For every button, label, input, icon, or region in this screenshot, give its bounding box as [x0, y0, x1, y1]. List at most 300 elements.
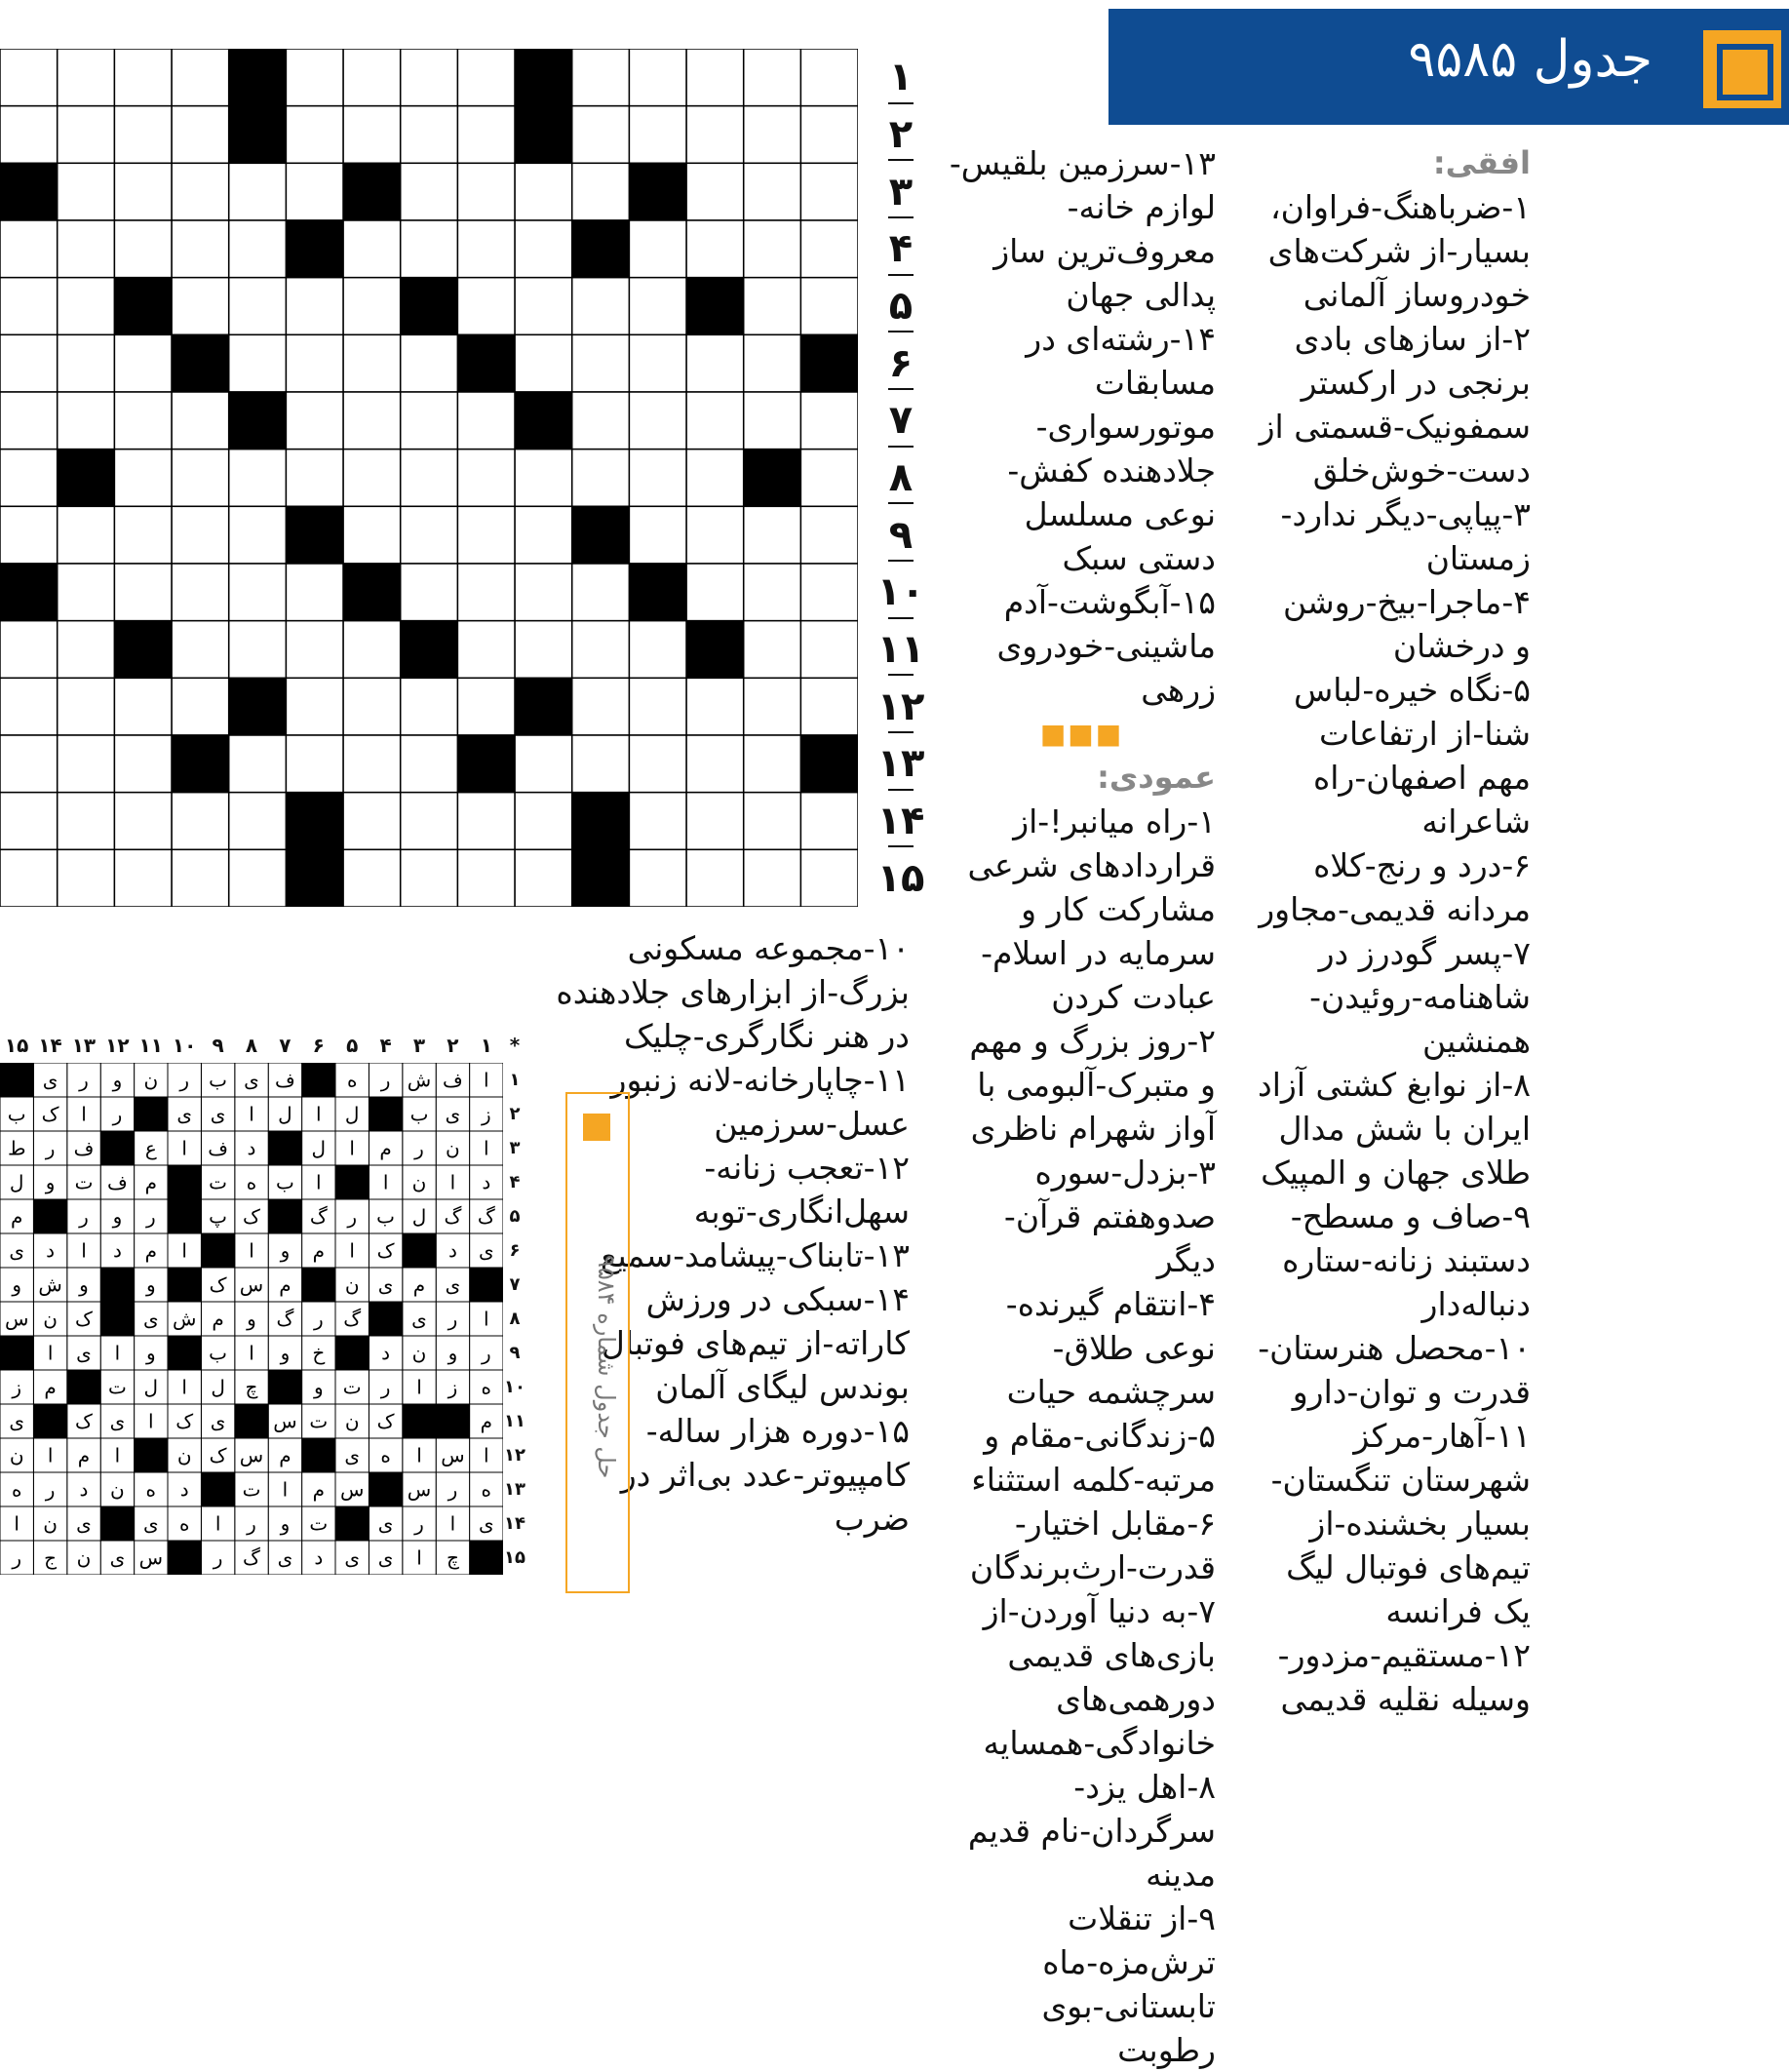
solution-letter: و [280, 1511, 291, 1536]
grid-cell[interactable] [744, 506, 801, 564]
grid-cell[interactable] [343, 334, 401, 392]
grid-cell[interactable] [172, 793, 229, 850]
grid-cell[interactable] [0, 678, 58, 735]
grid-cell[interactable] [286, 506, 343, 564]
grid-cell[interactable] [744, 278, 801, 335]
grid-cell[interactable] [114, 849, 172, 907]
solution-letter: و [280, 1238, 291, 1263]
grid-cell[interactable] [286, 163, 343, 220]
grid-cell[interactable] [0, 450, 58, 507]
grid-cell[interactable] [744, 450, 801, 507]
grid-cell[interactable] [572, 392, 630, 450]
solution-letter: ا [416, 1443, 422, 1467]
grid-cell[interactable] [686, 793, 744, 850]
grid-cell[interactable] [114, 735, 172, 793]
grid-cell[interactable] [457, 793, 515, 850]
grid-cell[interactable] [343, 106, 401, 164]
grid-cell[interactable] [286, 278, 343, 335]
row-number: ۴ [873, 220, 929, 278]
grid-cell[interactable] [744, 735, 801, 793]
solution-letter: ا [349, 1136, 355, 1160]
grid-cell[interactable] [172, 506, 229, 564]
solution-letter: د [247, 1136, 256, 1160]
solution-letter: ر [45, 1136, 56, 1160]
grid-cell[interactable] [114, 678, 172, 735]
grid-cell[interactable] [58, 506, 115, 564]
grid-cell[interactable] [58, 564, 115, 621]
grid-cell[interactable] [343, 735, 401, 793]
solution-letter: ی [210, 1102, 226, 1126]
grid-cell[interactable] [58, 163, 115, 220]
grid-cell[interactable] [0, 564, 58, 621]
grid-cell[interactable] [515, 506, 572, 564]
solution-letter: ن [43, 1511, 58, 1536]
grid-cell[interactable] [572, 49, 630, 106]
grid-cell[interactable] [515, 278, 572, 335]
grid-cell[interactable] [58, 621, 115, 679]
grid-cell[interactable] [172, 564, 229, 621]
grid-cell[interactable] [172, 49, 229, 106]
grid-cell[interactable] [629, 735, 686, 793]
solution-letter: ا [484, 1307, 489, 1331]
solution-letter: ن [143, 1068, 159, 1092]
grid-cell[interactable] [343, 621, 401, 679]
grid-cell[interactable] [686, 621, 744, 679]
grid-cell[interactable] [800, 49, 858, 106]
section-divider: ■■■ [1039, 718, 1124, 750]
grid-cell[interactable] [401, 735, 458, 793]
grid-cell[interactable] [58, 849, 115, 907]
grid-cell[interactable] [800, 735, 858, 793]
grid-cell[interactable] [114, 793, 172, 850]
grid-cell[interactable] [572, 678, 630, 735]
grid-cell[interactable] [629, 49, 686, 106]
grid-cell[interactable] [515, 163, 572, 220]
grid-cell[interactable] [629, 793, 686, 850]
solution-letter: د [46, 1238, 56, 1263]
grid-cell[interactable] [343, 220, 401, 278]
grid-cell[interactable] [401, 49, 458, 106]
grid-cell[interactable] [58, 450, 115, 507]
grid-cell[interactable] [686, 735, 744, 793]
grid-cell[interactable] [686, 506, 744, 564]
grid-cell[interactable] [229, 450, 287, 507]
grid-cell[interactable] [629, 564, 686, 621]
solution-cell [33, 1404, 66, 1438]
grid-cell[interactable] [800, 278, 858, 335]
grid-cell[interactable] [401, 849, 458, 907]
grid-cell[interactable] [114, 564, 172, 621]
solution-letter: ر [145, 1204, 156, 1229]
grid-cell[interactable] [286, 621, 343, 679]
solution-letter: ی [176, 1102, 193, 1126]
grid-cell[interactable] [229, 334, 287, 392]
grid-cell[interactable] [457, 621, 515, 679]
grid-cell[interactable] [172, 678, 229, 735]
clue: ۱۰-مجموعه مسکونی بزرگ-از ابزارهای جلادهنده در هنر نگارگری-چلیک [556, 929, 910, 1055]
grid-cell[interactable] [286, 735, 343, 793]
grid-cell[interactable] [58, 278, 115, 335]
grid-cell[interactable] [58, 220, 115, 278]
grid-cell[interactable] [457, 220, 515, 278]
grid-cell[interactable] [515, 106, 572, 164]
grid-cell[interactable] [457, 564, 515, 621]
grid-cell[interactable] [800, 106, 858, 164]
grid-cell[interactable] [0, 278, 58, 335]
grid-cell[interactable] [0, 163, 58, 220]
solution-row-numbers [503, 1063, 526, 1575]
grid-cell[interactable] [457, 392, 515, 450]
grid-cell[interactable] [343, 678, 401, 735]
solution-letter: ی [377, 1272, 394, 1297]
grid-cell[interactable] [0, 506, 58, 564]
grid-cell[interactable] [800, 564, 858, 621]
grid-cell[interactable] [172, 849, 229, 907]
grid-cell[interactable] [229, 49, 287, 106]
grid-cell[interactable] [0, 49, 58, 106]
grid-cell[interactable] [286, 849, 343, 907]
grid-cell[interactable] [286, 564, 343, 621]
grid-cell[interactable] [114, 450, 172, 507]
grid-cell[interactable] [800, 621, 858, 679]
grid-cell[interactable] [229, 621, 287, 679]
grid-cell[interactable] [58, 392, 115, 450]
grid-cell[interactable] [343, 849, 401, 907]
grid-cell[interactable] [172, 163, 229, 220]
grid-cell[interactable] [686, 392, 744, 450]
grid-cell[interactable] [286, 678, 343, 735]
grid-cell[interactable] [58, 793, 115, 850]
grid-cell[interactable] [114, 621, 172, 679]
grid-cell[interactable] [229, 678, 287, 735]
grid-cell[interactable] [114, 220, 172, 278]
grid-cell[interactable] [343, 564, 401, 621]
grid-cell[interactable] [572, 793, 630, 850]
grid-cell[interactable] [401, 163, 458, 220]
grid-cell[interactable] [286, 49, 343, 106]
grid-cell[interactable] [457, 450, 515, 507]
grid-cell[interactable] [800, 220, 858, 278]
grid-cell[interactable] [457, 735, 515, 793]
grid-cell[interactable] [629, 506, 686, 564]
solution-letter: گ [477, 1204, 495, 1229]
grid-cell[interactable] [572, 106, 630, 164]
grid-cell[interactable] [114, 106, 172, 164]
solution-letter: د [381, 1341, 391, 1365]
solution-row-number: ۶ [509, 1240, 521, 1261]
grid-cell[interactable] [686, 678, 744, 735]
grid-cell[interactable] [401, 678, 458, 735]
grid-cell[interactable] [229, 735, 287, 793]
clue: ۱۲-تعجب زنانه-سهل‌انگاری-توبه [693, 1149, 910, 1231]
grid-cell[interactable] [114, 392, 172, 450]
grid-cell[interactable] [629, 849, 686, 907]
grid-cell[interactable] [172, 278, 229, 335]
grid-cell[interactable] [515, 220, 572, 278]
grid-cell[interactable] [629, 334, 686, 392]
grid-cell[interactable] [800, 506, 858, 564]
grid-cell[interactable] [800, 793, 858, 850]
grid-cell[interactable] [629, 392, 686, 450]
solution-letter: ا [484, 1068, 489, 1092]
grid-cell[interactable] [58, 735, 115, 793]
grid-cell[interactable] [343, 506, 401, 564]
grid-cell[interactable] [286, 793, 343, 850]
grid-cell[interactable] [114, 506, 172, 564]
grid-cell[interactable] [744, 849, 801, 907]
grid-cell[interactable] [172, 450, 229, 507]
grid-cell[interactable] [0, 334, 58, 392]
solution-letter: ه [380, 1443, 391, 1467]
grid-cell[interactable] [457, 278, 515, 335]
grid-cell[interactable] [172, 220, 229, 278]
grid-cell[interactable] [343, 163, 401, 220]
solution-letter: ب [209, 1068, 228, 1092]
row-number: ۱۵ [876, 855, 925, 901]
grid-cell[interactable] [686, 334, 744, 392]
grid-cell[interactable] [58, 678, 115, 735]
grid-cell[interactable] [515, 564, 572, 621]
grid-cell[interactable] [286, 106, 343, 164]
grid-cell[interactable] [686, 450, 744, 507]
grid-cell[interactable] [172, 735, 229, 793]
grid-cell[interactable] [572, 163, 630, 220]
solution-letter: ی [109, 1545, 126, 1570]
grid-cell[interactable] [229, 220, 287, 278]
solution-letter: د [482, 1170, 491, 1194]
grid-cell[interactable] [114, 49, 172, 106]
grid-cell[interactable] [229, 163, 287, 220]
grid-cell[interactable] [172, 106, 229, 164]
grid-cell[interactable] [629, 106, 686, 164]
solution-letter: ه [11, 1477, 22, 1502]
grid-cell[interactable] [229, 793, 287, 850]
grid-cell[interactable] [401, 506, 458, 564]
grid-cell[interactable] [515, 849, 572, 907]
grid-cell[interactable] [686, 220, 744, 278]
grid-cell[interactable] [401, 220, 458, 278]
grid-cell[interactable] [114, 163, 172, 220]
grid-cell[interactable] [0, 621, 58, 679]
solution-letter: و [112, 1204, 123, 1229]
solution-letter: ل [278, 1102, 292, 1126]
row-number: ۲ [873, 106, 929, 164]
grid-cell[interactable] [401, 278, 458, 335]
grid-cell[interactable] [229, 106, 287, 164]
solution-letter: ی [210, 1409, 226, 1433]
grid-cell[interactable] [172, 621, 229, 679]
grid-cell[interactable] [0, 220, 58, 278]
grid-cell[interactable] [457, 163, 515, 220]
grid-cell[interactable] [572, 564, 630, 621]
grid-cell[interactable] [686, 849, 744, 907]
grid-cell[interactable] [744, 106, 801, 164]
grid-cell[interactable] [286, 392, 343, 450]
grid-cell[interactable] [572, 450, 630, 507]
grid-cell[interactable] [800, 163, 858, 220]
grid-cell[interactable] [744, 49, 801, 106]
grid-cell[interactable] [744, 220, 801, 278]
grid-cell[interactable] [744, 334, 801, 392]
clue: ۲-از سازهای بادی برنجی در ارکستر سمفونیک-قسمتی از دست-خوش‌خلق [1259, 320, 1531, 489]
grid-cell[interactable] [515, 450, 572, 507]
grid-cell[interactable] [0, 392, 58, 450]
solution-row-number: ۷ [509, 1274, 521, 1295]
grid-cell[interactable] [629, 621, 686, 679]
grid-cell[interactable] [172, 334, 229, 392]
row-number: ۳ [873, 163, 929, 220]
grid-cell[interactable] [686, 564, 744, 621]
grid-cell[interactable] [229, 564, 287, 621]
solution-letter: ک [209, 1443, 227, 1467]
grid-cell[interactable] [229, 506, 287, 564]
row-number: ۱۳ [873, 735, 929, 793]
solution-letter: س [441, 1443, 465, 1467]
grid-cell[interactable] [343, 392, 401, 450]
grid-cell[interactable] [572, 506, 630, 564]
grid-cell[interactable] [572, 334, 630, 392]
grid-cell[interactable] [744, 793, 801, 850]
grid-cell[interactable] [572, 849, 630, 907]
grid-cell[interactable] [800, 392, 858, 450]
grid-cell[interactable] [800, 849, 858, 907]
solution-letter: ک [175, 1409, 194, 1433]
row-number: ۱۴ [873, 793, 929, 850]
solution-row-number: ۲ [509, 1104, 521, 1124]
grid-cell[interactable] [686, 278, 744, 335]
grid-cell[interactable] [515, 334, 572, 392]
grid-cell[interactable] [572, 735, 630, 793]
solution-cell [235, 1404, 268, 1438]
grid-cell[interactable] [629, 450, 686, 507]
grid-cell[interactable] [0, 793, 58, 850]
solution-letter: ن [110, 1477, 125, 1502]
grid-cell[interactable] [686, 163, 744, 220]
grid-cell[interactable] [114, 334, 172, 392]
clue: ۸-از نوابغ کشتی آزاد ایران با شش مدال طلای جهان و المپیک [1258, 1066, 1531, 1192]
grid-cell[interactable] [343, 278, 401, 335]
grid-cell[interactable] [58, 106, 115, 164]
grid-cell[interactable] [744, 621, 801, 679]
solution-column-number: ۸ [245, 1034, 258, 1057]
solution-letter: د [112, 1238, 122, 1263]
grid-cell[interactable] [229, 392, 287, 450]
grid-cell[interactable] [0, 849, 58, 907]
solution-cell [168, 1165, 201, 1199]
grid-cell[interactable] [515, 678, 572, 735]
grid-cell[interactable] [515, 49, 572, 106]
grid-cell[interactable] [515, 735, 572, 793]
grid-cell[interactable] [401, 564, 458, 621]
solution-letter: ی [445, 1272, 461, 1297]
grid-cell[interactable] [401, 793, 458, 850]
grid-cell[interactable] [286, 450, 343, 507]
grid-cell[interactable] [457, 506, 515, 564]
grid-cell[interactable] [572, 220, 630, 278]
grid-cell[interactable] [457, 49, 515, 106]
clue: ۷-به دنیا آوردن-از بازی‌های قدیمی دورهمی‌های خانوادگی-همسایه [983, 1592, 1216, 1762]
clue: ۱۴-سبکی در ورزش کاراته-از تیم‌های فوتبال بوندس لیگای آلمان [601, 1280, 910, 1406]
solution-letter: ی [42, 1068, 58, 1092]
solution-letter: و [447, 1341, 458, 1365]
grid-cell[interactable] [572, 621, 630, 679]
grid-cell[interactable] [401, 334, 458, 392]
grid-cell[interactable] [800, 334, 858, 392]
solution-row-number: ۱۴ [504, 1513, 525, 1534]
grid-cell[interactable] [0, 106, 58, 164]
solution-letter: ش [38, 1272, 62, 1297]
grid-cell[interactable] [229, 278, 287, 335]
grid-cell[interactable] [515, 793, 572, 850]
solution-cell [268, 1131, 301, 1165]
solution-letter: ف [107, 1170, 128, 1194]
grid-cell[interactable] [800, 450, 858, 507]
grid-cell[interactable] [457, 334, 515, 392]
solution-letter: ا [114, 1341, 121, 1365]
grid-cell[interactable] [286, 334, 343, 392]
solution-letter: ه [481, 1477, 492, 1502]
grid-cell[interactable] [343, 450, 401, 507]
solution-letter: ا [316, 1170, 322, 1194]
grid-cell[interactable] [744, 392, 801, 450]
grid-cell[interactable] [744, 564, 801, 621]
grid-cell[interactable] [686, 49, 744, 106]
grid-cell[interactable] [343, 793, 401, 850]
grid-cell[interactable] [172, 392, 229, 450]
grid-cell[interactable] [401, 392, 458, 450]
grid-cell[interactable] [343, 49, 401, 106]
grid-cell[interactable] [457, 678, 515, 735]
solution-row-number: ۱۳ [504, 1479, 525, 1500]
grid-cell[interactable] [629, 220, 686, 278]
grid-cell[interactable] [401, 106, 458, 164]
grid-cell[interactable] [0, 735, 58, 793]
grid-cell[interactable] [401, 621, 458, 679]
solution-letter: چ [245, 1375, 258, 1399]
solution-letter: ی [377, 1545, 394, 1570]
grid-cell[interactable] [629, 678, 686, 735]
grid-cell[interactable] [58, 334, 115, 392]
grid-cell[interactable] [744, 678, 801, 735]
solution-letter: گ [343, 1307, 362, 1331]
grid-cell[interactable] [58, 49, 115, 106]
solution-letter: ر [481, 1341, 491, 1365]
grid-cell[interactable] [686, 106, 744, 164]
solution-letter: ن [76, 1545, 92, 1570]
grid-cell[interactable] [629, 278, 686, 335]
grid-cell[interactable] [800, 678, 858, 735]
solution-letter: س [273, 1409, 297, 1433]
solution-column-numbers [0, 1034, 526, 1063]
solution-letter: ا [14, 1511, 19, 1536]
grid-cell[interactable] [401, 450, 458, 507]
clue: ۱۳-تابناک-پیشامد-سمیع [600, 1236, 910, 1274]
solution-row-number: ۱۰ [504, 1377, 525, 1397]
grid-cell[interactable] [744, 163, 801, 220]
grid-cell[interactable] [629, 163, 686, 220]
grid-cell[interactable] [286, 220, 343, 278]
grid-cell[interactable] [114, 278, 172, 335]
solution-row-number: ۱۱ [504, 1411, 525, 1431]
solution-letter: ف [73, 1136, 95, 1160]
grid-cell[interactable] [572, 278, 630, 335]
grid-cell[interactable] [515, 392, 572, 450]
grid-cell[interactable] [457, 106, 515, 164]
solution-letter: ک [41, 1102, 59, 1126]
grid-cell[interactable] [515, 621, 572, 679]
grid-cell[interactable] [229, 849, 287, 907]
grid-cell[interactable] [457, 849, 515, 907]
